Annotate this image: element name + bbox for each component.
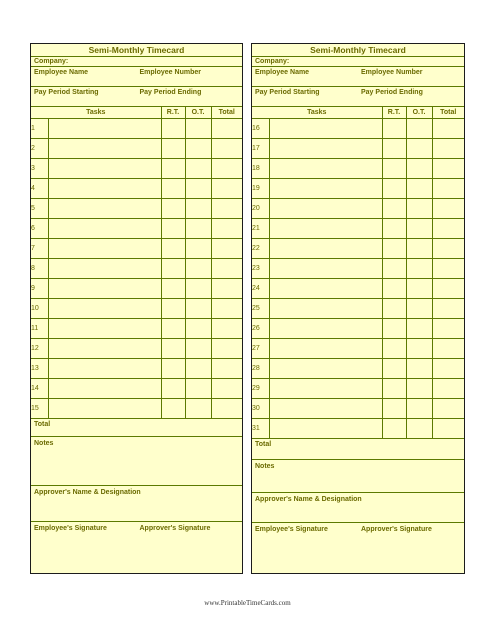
rt-cell[interactable] <box>382 219 406 239</box>
task-cell[interactable] <box>269 219 382 239</box>
signature-row <box>252 523 464 536</box>
table-row <box>31 139 242 159</box>
ot-cell[interactable] <box>185 159 211 179</box>
ot-cell[interactable] <box>185 219 211 239</box>
col-ot-header: O.T. <box>406 107 432 119</box>
table-row <box>252 179 464 199</box>
ot-cell[interactable] <box>406 139 432 159</box>
task-cell[interactable] <box>48 159 161 179</box>
hours-table <box>252 107 464 439</box>
employee-number-field[interactable]: Employee Number <box>361 69 423 76</box>
rt-cell[interactable] <box>161 199 185 219</box>
row-number: 13 <box>31 359 48 379</box>
task-cell[interactable] <box>269 299 382 319</box>
total-cell[interactable] <box>211 219 242 239</box>
rt-cell[interactable] <box>382 319 406 339</box>
row-number: 10 <box>31 299 48 319</box>
ot-cell[interactable] <box>406 259 432 279</box>
table-row <box>31 299 242 319</box>
ot-cell[interactable] <box>406 179 432 199</box>
row-number: 20 <box>252 199 269 219</box>
total-cell[interactable] <box>432 279 464 299</box>
row-number: 14 <box>31 379 48 399</box>
ot-cell[interactable] <box>185 239 211 259</box>
total-cell[interactable] <box>211 259 242 279</box>
total-cell[interactable] <box>211 239 242 259</box>
ot-cell[interactable] <box>185 359 211 379</box>
rt-cell[interactable] <box>382 259 406 279</box>
ot-cell[interactable] <box>185 199 211 219</box>
hours-table-body <box>31 119 242 419</box>
pay-period-start-field[interactable]: Pay Period Starting <box>34 89 99 96</box>
table-row <box>252 279 464 299</box>
table-row <box>31 119 242 139</box>
rt-cell[interactable] <box>382 399 406 419</box>
rt-cell[interactable] <box>161 159 185 179</box>
total-cell[interactable] <box>211 399 242 419</box>
total-cell[interactable] <box>432 219 464 239</box>
table-row <box>252 359 464 379</box>
row-number: 6 <box>31 219 48 239</box>
ot-cell[interactable] <box>406 279 432 299</box>
table-row <box>252 199 464 219</box>
total-label: Total <box>255 441 272 448</box>
total-cell[interactable] <box>432 379 464 399</box>
table-row <box>252 319 464 339</box>
task-cell[interactable] <box>269 119 382 139</box>
signature-row <box>31 522 242 535</box>
rt-cell[interactable] <box>161 119 185 139</box>
row-number: 18 <box>252 159 269 179</box>
task-cell[interactable] <box>48 339 161 359</box>
approver-signature-field[interactable]: Approver's Signature <box>139 525 211 532</box>
total-cell[interactable] <box>432 239 464 259</box>
rt-cell[interactable] <box>382 279 406 299</box>
total-cell[interactable] <box>211 299 242 319</box>
employee-name-field[interactable]: Employee Name <box>34 69 89 76</box>
total-cell[interactable] <box>432 259 464 279</box>
total-row <box>252 439 464 460</box>
timecard-left <box>30 43 243 574</box>
row-number: 1 <box>31 119 48 139</box>
row-number: 5 <box>31 199 48 219</box>
task-cell[interactable] <box>269 199 382 219</box>
col-tasks-header: Tasks <box>31 107 161 119</box>
notes-label: Notes <box>34 440 54 447</box>
rt-cell[interactable] <box>382 179 406 199</box>
total-cell[interactable] <box>432 399 464 419</box>
rt-cell[interactable] <box>161 399 185 419</box>
task-cell[interactable] <box>48 199 161 219</box>
table-row <box>252 299 464 319</box>
row-number: 27 <box>252 339 269 359</box>
employee-row <box>252 67 464 87</box>
total-cell[interactable] <box>211 279 242 299</box>
ot-cell[interactable] <box>406 379 432 399</box>
col-rt-header: R.T. <box>161 107 185 119</box>
table-row <box>252 339 464 359</box>
col-ot-header: O.T. <box>185 107 211 119</box>
employee-signature-field[interactable]: Employee's Signature <box>255 526 328 533</box>
col-total-header: Total <box>432 107 464 119</box>
card-title: Semi-Monthly Timecard <box>252 44 464 57</box>
ot-cell[interactable] <box>185 179 211 199</box>
table-row <box>31 179 242 199</box>
ot-cell[interactable] <box>406 359 432 379</box>
approver-name-label: Approver's Name & Designation <box>34 489 141 496</box>
total-cell[interactable] <box>432 139 464 159</box>
row-number: 21 <box>252 219 269 239</box>
table-row <box>31 319 242 339</box>
task-cell[interactable] <box>269 239 382 259</box>
task-cell[interactable] <box>269 359 382 379</box>
ot-cell[interactable] <box>406 119 432 139</box>
total-cell[interactable] <box>211 359 242 379</box>
table-row <box>252 399 464 419</box>
row-number: 3 <box>31 159 48 179</box>
task-cell[interactable] <box>48 299 161 319</box>
pay-period-start-field[interactable]: Pay Period Starting <box>255 89 320 96</box>
rt-cell[interactable] <box>382 359 406 379</box>
rt-cell[interactable] <box>382 159 406 179</box>
total-cell[interactable] <box>432 299 464 319</box>
total-cell[interactable] <box>211 339 242 359</box>
rt-cell[interactable] <box>161 259 185 279</box>
row-number: 30 <box>252 399 269 419</box>
rt-cell[interactable] <box>382 419 406 439</box>
task-cell[interactable] <box>48 219 161 239</box>
row-number: 16 <box>252 119 269 139</box>
col-rt-header: R.T. <box>382 107 406 119</box>
ot-cell[interactable] <box>185 279 211 299</box>
task-cell[interactable] <box>269 159 382 179</box>
rt-cell[interactable] <box>161 339 185 359</box>
ot-cell[interactable] <box>185 299 211 319</box>
ot-cell[interactable] <box>185 139 211 159</box>
hours-table-body <box>252 119 464 439</box>
table-row <box>252 119 464 139</box>
ot-cell[interactable] <box>185 119 211 139</box>
table-row <box>31 279 242 299</box>
rt-cell[interactable] <box>161 139 185 159</box>
ot-cell[interactable] <box>406 399 432 419</box>
ot-cell[interactable] <box>406 339 432 359</box>
company-field[interactable] <box>31 57 242 67</box>
col-total-header: Total <box>211 107 242 119</box>
row-number: 29 <box>252 379 269 399</box>
row-number: 19 <box>252 179 269 199</box>
table-row <box>31 379 242 399</box>
hours-table <box>31 107 242 419</box>
task-cell[interactable] <box>269 319 382 339</box>
row-number: 31 <box>252 419 269 439</box>
row-number: 26 <box>252 319 269 339</box>
table-row <box>252 139 464 159</box>
total-cell[interactable] <box>211 199 242 219</box>
row-number: 25 <box>252 299 269 319</box>
table-row <box>31 159 242 179</box>
row-number: 28 <box>252 359 269 379</box>
card-title: Semi-Monthly Timecard <box>31 44 242 57</box>
ot-cell[interactable] <box>185 319 211 339</box>
ot-cell[interactable] <box>406 219 432 239</box>
row-number: 8 <box>31 259 48 279</box>
task-cell[interactable] <box>48 179 161 199</box>
footer-url: www.PrintableTimeCards.com <box>204 599 291 607</box>
row-number: 12 <box>31 339 48 359</box>
rt-cell[interactable] <box>382 239 406 259</box>
total-cell[interactable] <box>211 139 242 159</box>
ot-cell[interactable] <box>406 239 432 259</box>
row-number: 22 <box>252 239 269 259</box>
task-cell[interactable] <box>269 279 382 299</box>
ot-cell[interactable] <box>406 319 432 339</box>
rt-cell[interactable] <box>161 219 185 239</box>
ot-cell[interactable] <box>406 419 432 439</box>
task-cell[interactable] <box>48 319 161 339</box>
task-cell[interactable] <box>269 139 382 159</box>
row-number: 11 <box>31 319 48 339</box>
rt-cell[interactable] <box>161 319 185 339</box>
employee-name-field[interactable]: Employee Name <box>255 69 310 76</box>
task-cell[interactable] <box>269 259 382 279</box>
table-row <box>252 219 464 239</box>
table-row <box>252 259 464 279</box>
row-number: 9 <box>31 279 48 299</box>
rt-cell[interactable] <box>161 239 185 259</box>
approver-name-label: Approver's Name & Designation <box>255 496 362 503</box>
table-row <box>31 259 242 279</box>
ot-cell[interactable] <box>406 299 432 319</box>
total-row <box>31 419 242 437</box>
employee-row <box>31 67 242 87</box>
total-cell[interactable] <box>432 419 464 439</box>
row-number: 17 <box>252 139 269 159</box>
table-row <box>31 219 242 239</box>
total-cell[interactable] <box>211 379 242 399</box>
rt-cell[interactable] <box>161 379 185 399</box>
rt-cell[interactable] <box>382 339 406 359</box>
total-cell[interactable] <box>432 199 464 219</box>
task-cell[interactable] <box>269 419 382 439</box>
total-label: Total <box>34 421 51 428</box>
pay-period-end-field[interactable]: Pay Period Ending <box>139 89 202 96</box>
task-cell[interactable] <box>48 399 161 419</box>
total-cell[interactable] <box>432 359 464 379</box>
task-cell[interactable] <box>269 339 382 359</box>
table-row <box>252 419 464 439</box>
row-number: 4 <box>31 179 48 199</box>
task-cell[interactable] <box>269 179 382 199</box>
pay-period-row <box>252 87 464 107</box>
rt-cell[interactable] <box>382 379 406 399</box>
total-cell[interactable] <box>211 179 242 199</box>
row-number: 15 <box>31 399 48 419</box>
task-cell[interactable] <box>48 359 161 379</box>
ot-cell[interactable] <box>185 399 211 419</box>
total-cell[interactable] <box>432 179 464 199</box>
row-number: 23 <box>252 259 269 279</box>
row-number: 2 <box>31 139 48 159</box>
company-field[interactable] <box>252 57 464 67</box>
table-row <box>31 239 242 259</box>
rt-cell[interactable] <box>161 359 185 379</box>
pay-period-end-field[interactable]: Pay Period Ending <box>361 89 423 96</box>
approver-signature-field[interactable]: Approver's Signature <box>361 526 432 533</box>
task-cell[interactable] <box>269 379 382 399</box>
table-row <box>252 159 464 179</box>
rt-cell[interactable] <box>161 279 185 299</box>
table-row <box>252 379 464 399</box>
rt-cell[interactable] <box>161 179 185 199</box>
ot-cell[interactable] <box>185 379 211 399</box>
total-cell[interactable] <box>211 119 242 139</box>
rt-cell[interactable] <box>382 119 406 139</box>
approver-name-field[interactable] <box>31 486 242 522</box>
task-cell[interactable] <box>48 239 161 259</box>
row-number: 7 <box>31 239 48 259</box>
total-cell[interactable] <box>432 339 464 359</box>
total-cell[interactable] <box>432 119 464 139</box>
company-label: Company: <box>255 58 290 65</box>
ot-cell[interactable] <box>185 259 211 279</box>
ot-cell[interactable] <box>406 159 432 179</box>
total-cell[interactable] <box>211 159 242 179</box>
approver-name-field[interactable] <box>252 493 464 523</box>
company-label: Company: <box>34 58 69 65</box>
row-number: 24 <box>252 279 269 299</box>
total-cell[interactable] <box>211 319 242 339</box>
pay-period-row <box>31 87 242 107</box>
employee-number-field[interactable]: Employee Number <box>139 69 201 76</box>
rt-cell[interactable] <box>382 299 406 319</box>
task-cell[interactable] <box>48 279 161 299</box>
timecard-right <box>251 43 465 574</box>
notes-field[interactable] <box>31 437 242 486</box>
task-cell[interactable] <box>269 399 382 419</box>
notes-label: Notes <box>255 463 275 470</box>
task-cell[interactable] <box>48 259 161 279</box>
task-cell[interactable] <box>48 139 161 159</box>
employee-signature-field[interactable]: Employee's Signature <box>34 525 107 532</box>
rt-cell[interactable] <box>161 299 185 319</box>
table-row <box>31 199 242 219</box>
table-row <box>31 339 242 359</box>
total-cell[interactable] <box>432 159 464 179</box>
task-cell[interactable] <box>48 379 161 399</box>
rt-cell[interactable] <box>382 199 406 219</box>
total-cell[interactable] <box>432 319 464 339</box>
ot-cell[interactable] <box>406 199 432 219</box>
notes-field[interactable] <box>252 460 464 493</box>
rt-cell[interactable] <box>382 139 406 159</box>
task-cell[interactable] <box>48 119 161 139</box>
ot-cell[interactable] <box>185 339 211 359</box>
table-row <box>252 239 464 259</box>
col-tasks-header: Tasks <box>252 107 382 119</box>
table-row <box>31 359 242 379</box>
table-row <box>31 399 242 419</box>
